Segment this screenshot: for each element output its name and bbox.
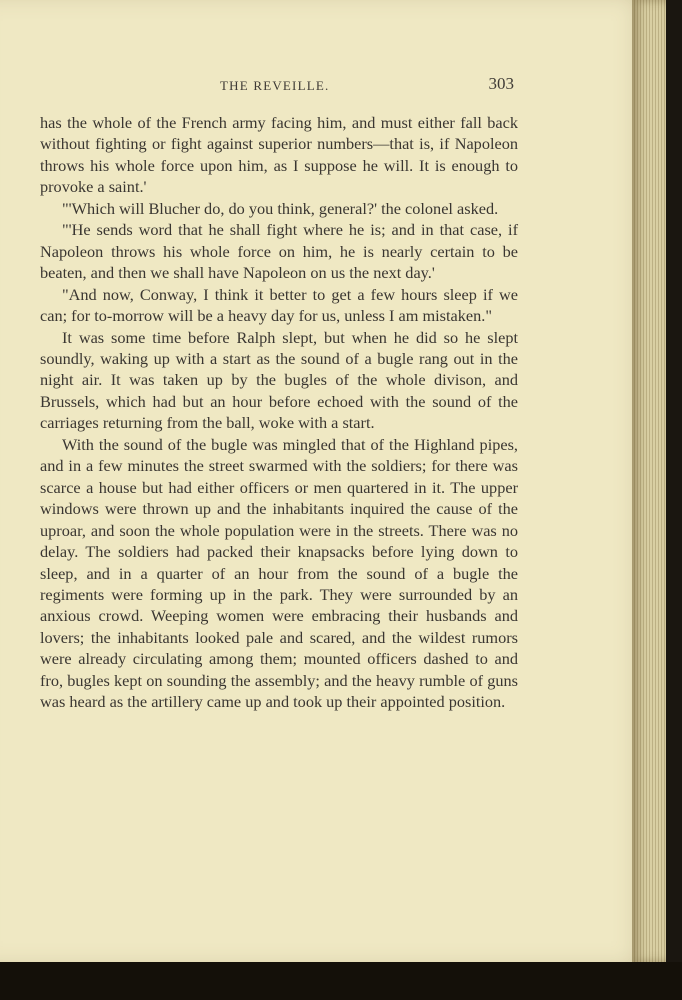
body-text bbox=[40, 112, 518, 713]
paragraph: It was some time before Ralph slept, but when he did so he slept soundly, waking up with a start as the sound of a bugle rang out in the night air. It was taken up by the bugles of the whole divison, and Brussels, which had but an hour before echoed with the sound of the carriages returning from the ball, woke with a start. bbox=[40, 327, 518, 433]
page-number: 303 bbox=[488, 74, 514, 93]
running-head: THE REVEILLE. bbox=[220, 78, 330, 93]
paragraph: "And now, Conway, I think it better to get a few hours sleep if we can; for to-morrow will be a heavy day for us, unless I am mistaken." bbox=[40, 284, 518, 326]
scan-shadow bbox=[0, 962, 682, 1000]
page-header bbox=[40, 74, 520, 98]
paragraph: "'He sends word that he shall fight where he is; and in that case, if Napoleon throws his whole force on him, he is nearly certain to be beaten, and then we shall have Napoleon on us the next day.' bbox=[40, 220, 518, 283]
paragraph: With the sound of the bugle was mingled that of the Highland pipes, and in a few minutes the street swarmed with the soldiers; for there was scarce a house but had either officers or men quartered in it. The upper windows were thrown up and the inhabitants inquired the cause of the uproar, and soon the whole population were in the streets. There was no delay. The soldiers had packed their knapsacks before lying down to sleep, and in a quarter of an hour from the sound of a bugle the regiments were forming up in the park. They were surrounded by an anxious crowd. Weeping women were embracing their husbands and lovers; the inhabitants looked pale and scared, and the wildest rumors were already circulating among them; mounted officers dashed to and fro, bugles kept on sounding the assembly; and the heavy rumble of guns was heard as the artillery came up and took up their appointed position. bbox=[40, 434, 518, 712]
paragraph: has the whole of the French army facing him, and must either fall back without fighting or fight against superior numbers—that is, if Napoleon throws his whole force upon him, as I suppose he will. It is enough to provoke a saint.' bbox=[40, 113, 518, 197]
paragraph: "'Which will Blucher do, do you think, general?' the colonel asked. bbox=[62, 198, 499, 218]
page-edges bbox=[632, 0, 666, 962]
